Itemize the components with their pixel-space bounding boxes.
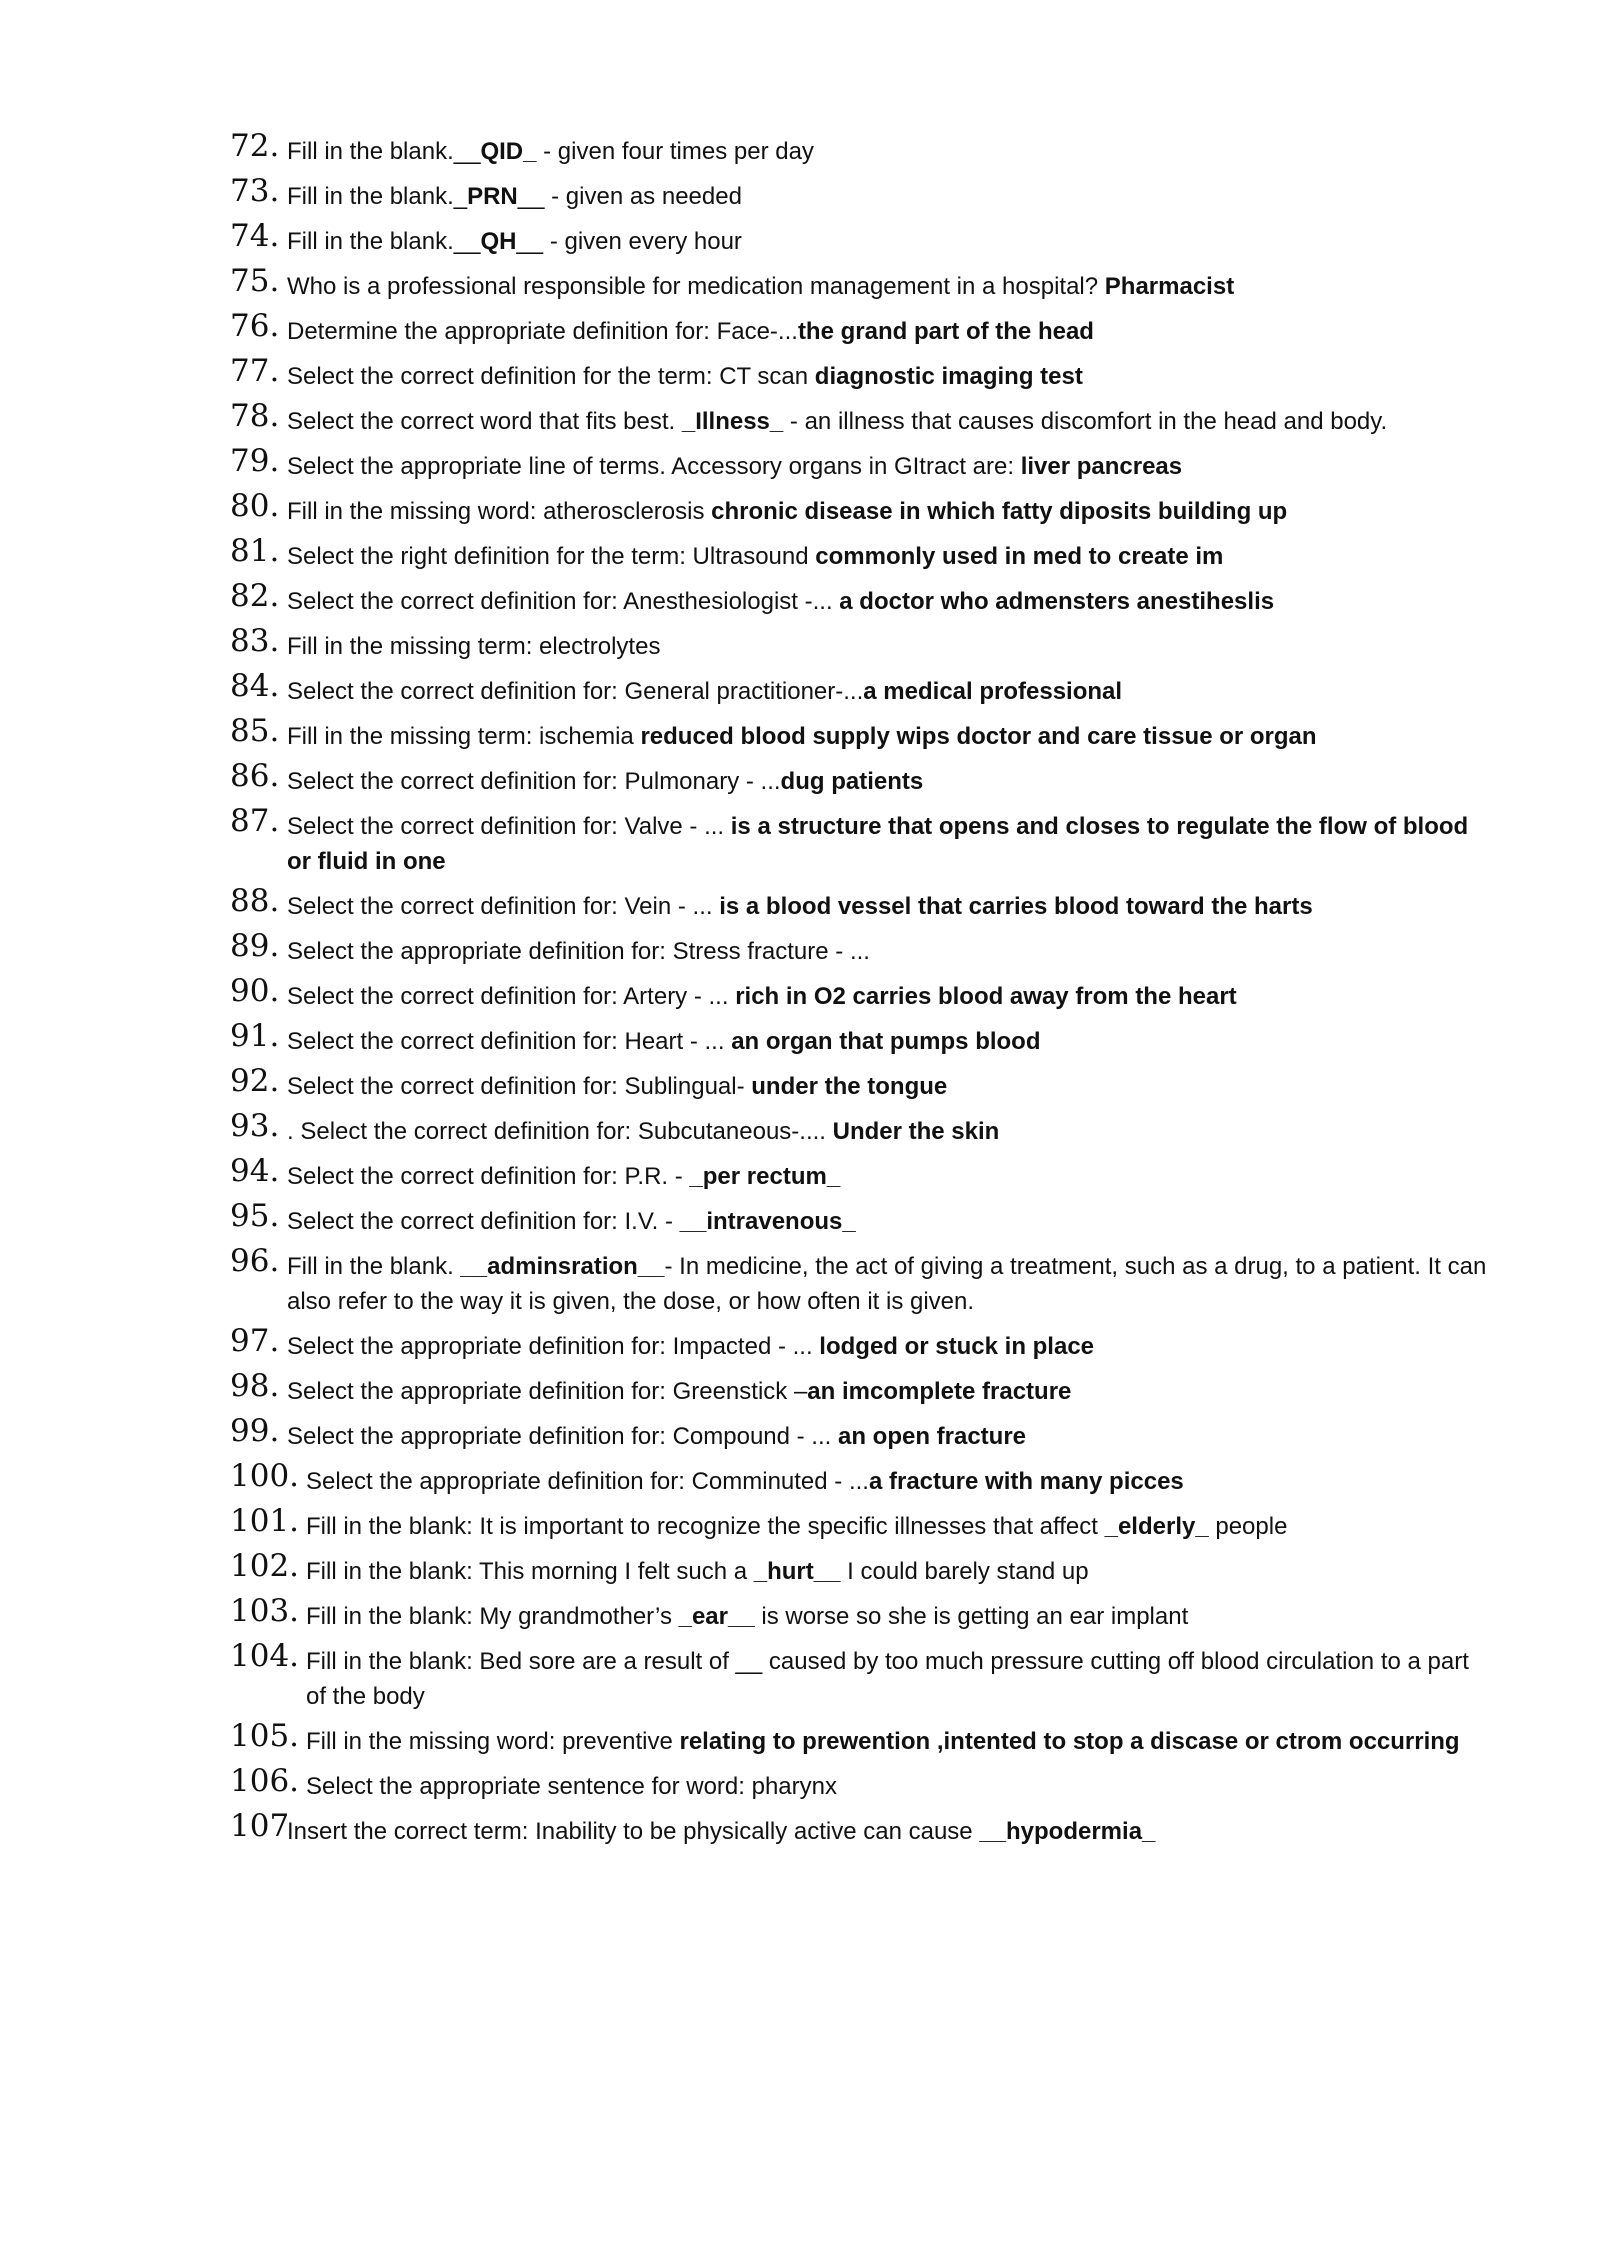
- question-number: 81.: [230, 533, 280, 569]
- question-item: [230, 443, 1490, 488]
- question-item: [230, 1243, 1490, 1323]
- question-item: [230, 218, 1490, 263]
- question-number: 76.: [230, 308, 280, 344]
- answer-text: __intravenous_: [679, 1208, 856, 1235]
- prompt-text: Fill in the missing term: electrolytes: [287, 633, 661, 660]
- prompt-text: - In medicine, the act of giving a treatment, such as a drug, to a patient. It can also refer to the way it is given, the dose, or how often it is given.: [287, 1253, 1487, 1315]
- question-item: [230, 883, 1490, 928]
- answer-text: _Illness_: [681, 408, 784, 435]
- question-item: [230, 1808, 1490, 1853]
- answer-text: _hurt__: [753, 1558, 841, 1585]
- question-text: [287, 928, 1490, 973]
- prompt-text: Select the appropriate sentence for word: pharynx: [306, 1773, 837, 1800]
- answer-text: diagnostic imaging test: [814, 363, 1083, 390]
- prompt-text: Select the appropriate line of terms. Accessory organs in GItract are:: [287, 453, 1021, 480]
- prompt-text: Select the correct definition for: Heart - ...: [287, 1028, 732, 1055]
- question-item: [230, 928, 1490, 973]
- prompt-text: Who is a professional responsible for medication management in a hospital?: [287, 273, 1105, 300]
- prompt-text: __ - given as needed: [517, 183, 742, 210]
- prompt-text: Select the appropriate definition for: Greenstick –: [287, 1378, 808, 1405]
- question-number: 101.: [230, 1503, 300, 1539]
- answer-text: is a blood vessel that carries blood toward the harts: [719, 893, 1313, 920]
- prompt-text: Select the correct definition for: I.V. -: [287, 1208, 680, 1235]
- answer-text: is a structure that opens and closes to regulate the flow of blood or fluid in one: [287, 813, 1469, 875]
- prompt-text: - an illness that causes discomfort in the head and body.: [783, 408, 1388, 435]
- answer-text: _per rectum_: [689, 1163, 841, 1190]
- prompt-text: Fill in the blank.__: [287, 228, 481, 255]
- question-text: [287, 623, 1490, 668]
- question-text: [306, 1638, 1490, 1718]
- question-item: [230, 533, 1490, 578]
- question-text: [287, 128, 1490, 173]
- question-text: [287, 398, 1490, 443]
- prompt-text: Fill in the blank: My grandmother’s: [306, 1603, 679, 1630]
- answer-text: Pharmacist: [1104, 273, 1235, 300]
- prompt-text: Select the appropriate definition for: Comminuted - ...: [306, 1468, 869, 1495]
- question-text: [306, 1548, 1490, 1593]
- question-item: [230, 1413, 1490, 1458]
- question-text: [287, 578, 1490, 623]
- answer-text: _ear__: [678, 1603, 755, 1630]
- question-text: [306, 1763, 1490, 1808]
- prompt-text: Fill in the blank: It is important to recognize the specific illnesses that affect: [306, 1513, 1105, 1540]
- question-text: [287, 1413, 1490, 1458]
- answer-text: dug patients: [780, 768, 924, 795]
- answer-text: QH: [480, 228, 517, 255]
- question-number: 105.: [230, 1718, 300, 1754]
- prompt-text: Select the appropriate definition for: Impacted - ...: [287, 1333, 820, 1360]
- question-text: [287, 1108, 1490, 1153]
- answer-text: under the tongue: [751, 1073, 948, 1100]
- prompt-text: Fill in the missing word: atherosclerosis: [287, 498, 712, 525]
- question-text: [287, 1808, 1490, 1853]
- question-number: 107: [230, 1808, 290, 1844]
- prompt-text: Select the appropriate definition for: Stress fracture - ...: [287, 938, 870, 965]
- answer-text: an imcomplete fracture: [807, 1378, 1072, 1405]
- question-number: 96.: [230, 1243, 280, 1279]
- question-text: [287, 263, 1490, 308]
- prompt-text: Select the right definition for the term: Ultrasound: [287, 543, 816, 570]
- question-item: [230, 1323, 1490, 1368]
- question-text: [287, 353, 1490, 398]
- question-text: [306, 1718, 1490, 1763]
- prompt-text: Select the correct definition for: Pulmonary - ...: [287, 768, 781, 795]
- question-text: [287, 218, 1490, 263]
- question-number: 72.: [230, 128, 280, 164]
- answer-text: a fracture with many picces: [868, 1468, 1184, 1495]
- question-item: [230, 1593, 1490, 1638]
- answer-text: a doctor who admensters anestiheslis: [839, 588, 1275, 615]
- question-number: 77.: [230, 353, 280, 389]
- answer-text: a medical professional: [863, 678, 1123, 705]
- question-item: [230, 488, 1490, 533]
- answer-text: _elderly_: [1104, 1513, 1209, 1540]
- prompt-text: - given four times per day: [536, 138, 814, 165]
- question-text: [287, 668, 1490, 713]
- question-number: 85.: [230, 713, 280, 749]
- prompt-text: Select the correct word that fits best.: [287, 408, 682, 435]
- question-number: 92.: [230, 1063, 280, 1099]
- question-number: 94.: [230, 1153, 280, 1189]
- question-item: [230, 1763, 1490, 1808]
- question-item: [230, 1718, 1490, 1763]
- question-number: 79.: [230, 443, 280, 479]
- prompt-text: Fill in the blank: Bed sore are a result of __ caused by too much pressure cutting off blood circulation to a part of the body: [306, 1648, 1469, 1710]
- question-item: [230, 173, 1490, 218]
- question-number: 89.: [230, 928, 280, 964]
- question-item: [230, 1548, 1490, 1593]
- question-text: [306, 1593, 1490, 1638]
- question-item: [230, 578, 1490, 623]
- answer-text: an open fracture: [837, 1423, 1027, 1450]
- question-text: [287, 1153, 1490, 1198]
- question-text: [287, 1368, 1490, 1413]
- question-number: 84.: [230, 668, 280, 704]
- question-item: [230, 263, 1490, 308]
- answer-text: rich in O2 carries blood away from the heart: [735, 983, 1237, 1010]
- question-item: [230, 1458, 1490, 1503]
- question-item: [230, 128, 1490, 173]
- question-text: [287, 173, 1490, 218]
- prompt-text: Determine the appropriate definition for: Face-...: [287, 318, 798, 345]
- prompt-text: Fill in the blank._: [287, 183, 468, 210]
- question-number: 104.: [230, 1638, 300, 1674]
- question-number: 82.: [230, 578, 280, 614]
- question-text: [306, 1503, 1490, 1548]
- prompt-text: Select the correct definition for the term: CT scan: [287, 363, 815, 390]
- question-number: 73.: [230, 173, 280, 209]
- question-text: [287, 803, 1490, 883]
- question-item: [230, 1638, 1490, 1718]
- answer-text: relating to prewention ,intented to stop a discase or ctrom occurring: [679, 1728, 1460, 1755]
- question-item: [230, 758, 1490, 803]
- answer-text: QID_: [480, 138, 537, 165]
- prompt-text: Fill in the blank.: [287, 1253, 461, 1280]
- question-number: 78.: [230, 398, 280, 434]
- prompt-text: __ - given every hour: [516, 228, 742, 255]
- prompt-text: Insert the correct term: Inability to be physically active can cause: [287, 1818, 980, 1845]
- question-item: [230, 1198, 1490, 1243]
- question-item: [230, 623, 1490, 668]
- answer-text: the grand part of the head: [797, 318, 1094, 345]
- question-number: 75.: [230, 263, 280, 299]
- prompt-text: Select the correct definition for: Artery - ...: [287, 983, 736, 1010]
- prompt-text: I could barely stand up: [840, 1558, 1089, 1585]
- question-text: [287, 1323, 1490, 1368]
- answer-text: PRN: [467, 183, 518, 210]
- question-number: 90.: [230, 973, 280, 1009]
- prompt-text: people: [1208, 1513, 1288, 1540]
- question-number: 103.: [230, 1593, 300, 1629]
- question-number: 86.: [230, 758, 280, 794]
- question-list: [230, 128, 1490, 1853]
- question-number: 99.: [230, 1413, 280, 1449]
- answer-text: an organ that pumps blood: [731, 1028, 1041, 1055]
- question-item: [230, 1368, 1490, 1413]
- question-item: [230, 1063, 1490, 1108]
- question-text: [287, 973, 1490, 1018]
- prompt-text: Select the correct definition for: Anesthesiologist -...: [287, 588, 840, 615]
- question-number: 88.: [230, 883, 280, 919]
- prompt-text: Fill in the blank.__: [287, 138, 481, 165]
- question-text: [287, 1018, 1490, 1063]
- question-text: [287, 1198, 1490, 1243]
- prompt-text: Select the correct definition for: Sublingual-: [287, 1073, 752, 1100]
- question-item: [230, 973, 1490, 1018]
- question-number: 100.: [230, 1458, 300, 1494]
- question-text: [287, 533, 1490, 578]
- question-text: [287, 1243, 1490, 1323]
- question-item: [230, 1108, 1490, 1153]
- answer-text: reduced blood supply wips doctor and care tissue or organ: [640, 723, 1317, 750]
- prompt-text: Select the correct definition for: Vein - ...: [287, 893, 720, 920]
- prompt-text: Fill in the missing word: preventive: [306, 1728, 680, 1755]
- question-number: 74.: [230, 218, 280, 254]
- prompt-text: . Select the correct definition for: Subcutaneous-....: [287, 1118, 833, 1145]
- answer-text: lodged or stuck in place: [819, 1333, 1095, 1360]
- question-text: [287, 308, 1490, 353]
- answer-text: __hypodermia_: [979, 1818, 1156, 1845]
- question-text: [287, 1063, 1490, 1108]
- prompt-text: Fill in the blank: This morning I felt such a: [306, 1558, 754, 1585]
- answer-text: chronic disease in which fatty diposits building up: [711, 498, 1288, 525]
- prompt-text: Select the correct definition for: Valve - ...: [287, 813, 731, 840]
- question-item: [230, 398, 1490, 443]
- question-number: 97.: [230, 1323, 280, 1359]
- question-number: 87.: [230, 803, 280, 839]
- question-item: [230, 1153, 1490, 1198]
- question-number: 93.: [230, 1108, 280, 1144]
- question-text: [287, 758, 1490, 803]
- prompt-text: Select the appropriate definition for: Compound - ...: [287, 1423, 838, 1450]
- question-text: [306, 1458, 1490, 1503]
- question-number: 83.: [230, 623, 280, 659]
- answer-text: Under the skin: [832, 1118, 1000, 1145]
- answer-text: __adminsration__: [460, 1253, 665, 1280]
- question-number: 98.: [230, 1368, 280, 1404]
- prompt-text: Select the correct definition for: P.R. -: [287, 1163, 690, 1190]
- question-item: [230, 803, 1490, 883]
- answer-text: commonly used in med to create im: [815, 543, 1224, 570]
- answer-text: liver pancreas: [1020, 453, 1183, 480]
- prompt-text: Select the correct definition for: General practitioner-...: [287, 678, 864, 705]
- question-item: [230, 713, 1490, 758]
- question-number: 95.: [230, 1198, 280, 1234]
- question-text: [287, 883, 1490, 928]
- prompt-text: is worse so she is getting an ear implant: [754, 1603, 1189, 1630]
- question-item: [230, 668, 1490, 713]
- question-number: 106.: [230, 1763, 300, 1799]
- question-item: [230, 308, 1490, 353]
- question-text: [287, 713, 1490, 758]
- question-text: [287, 443, 1490, 488]
- question-text: [287, 488, 1490, 533]
- prompt-text: Fill in the missing term: ischemia: [287, 723, 641, 750]
- question-number: 80.: [230, 488, 280, 524]
- question-number: 91.: [230, 1018, 280, 1054]
- question-item: [230, 353, 1490, 398]
- question-item: [230, 1018, 1490, 1063]
- question-item: [230, 1503, 1490, 1548]
- question-number: 102.: [230, 1548, 300, 1584]
